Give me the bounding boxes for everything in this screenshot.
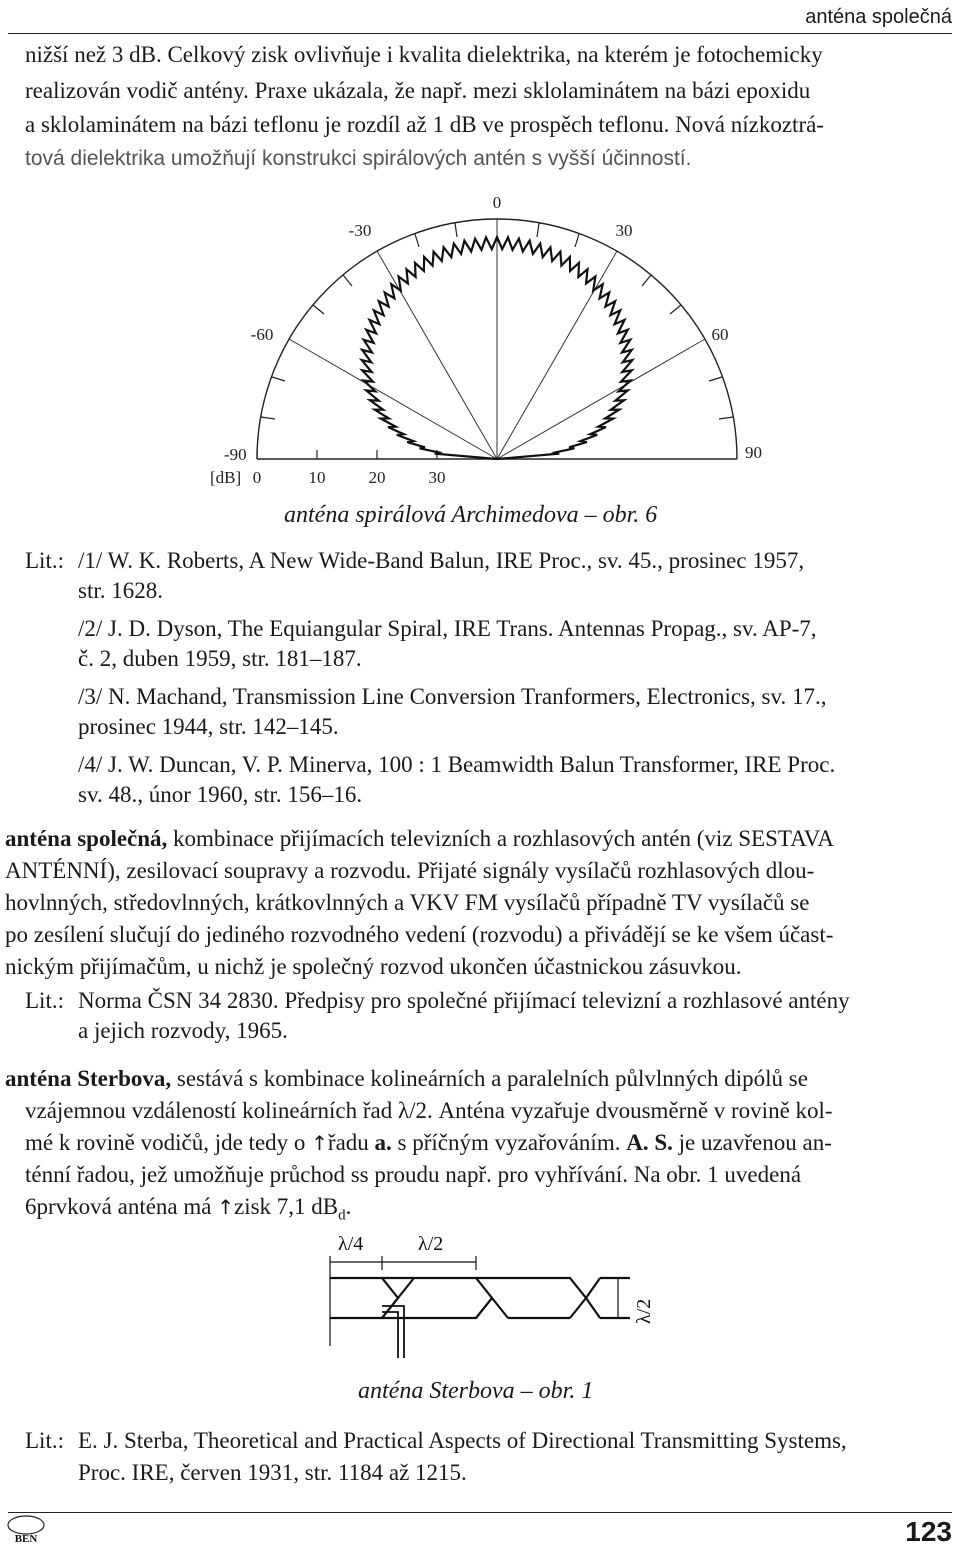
entry-text: s příčným vyzařováním. xyxy=(391,1130,627,1155)
db-tick-label: 20 xyxy=(368,468,386,487)
db-tick-label: 30 xyxy=(428,468,446,487)
angle-label-30: 30 xyxy=(615,221,633,240)
lit-item: /1/ W. K. Roberts, A New Wide-Band Balun, IRE Proc., sv. 45., prosinec 1957, xyxy=(78,548,805,573)
entry-line: vzájemnou vzdáleností kolineárních řad λ/2. Anténa vyzařuje dvousměrně v rovině kol- xyxy=(25,1098,833,1123)
db-ticks xyxy=(257,450,437,459)
entry-line xyxy=(25,1130,832,1156)
angle-label-90: 90 xyxy=(745,443,762,462)
entry-subscript: d xyxy=(338,1207,346,1224)
lit-label: Lit.: xyxy=(25,1428,64,1453)
entry-text: kombinace přijímacích televizních a rozhlasových antén (viz SESTAVA xyxy=(167,826,834,851)
lit-item: a jejich rozvody, 1965. xyxy=(78,1018,288,1043)
lit-item: /4/ J. W. Duncan, V. P. Minerva, 100 : 1 Beamwidth Balun Transformer, IRE Proc. xyxy=(78,752,836,777)
footer-rule xyxy=(8,1512,952,1513)
intro-line: realizován vodič antény. Praxe ukázala, že např. mezi sklolaminátem na bázi epoxidu xyxy=(25,78,811,103)
dim-label-quarter: λ/4 xyxy=(338,1233,364,1255)
entry-text: řadu xyxy=(327,1130,375,1155)
lit-item: Proc. IRE, červen 1931, str. 1184 až 1215. xyxy=(78,1460,467,1485)
lit-item: /2/ J. D. Dyson, The Equiangular Spiral, IRE Trans. Antennas Propag., sv. AP-7, xyxy=(78,616,817,641)
lit-item: sv. 48., únor 1960, str. 156–16. xyxy=(78,782,363,807)
arrow-up-icon: ↑ xyxy=(217,1195,234,1219)
angle-label-minus30: -30 xyxy=(348,221,372,240)
angle-label-0: 0 xyxy=(492,193,502,212)
entry-line xyxy=(5,1066,808,1092)
angle-label-minus90: -90 xyxy=(224,445,247,464)
lit-label: Lit.: xyxy=(25,548,64,573)
entry-line: nickým přijímačům, u nichž je společný rozvod ukončen účastnickou zásuvkou. xyxy=(5,954,742,979)
figure2-caption: anténa Sterbova – obr. 1 xyxy=(358,1378,594,1404)
page-number: 123 xyxy=(905,1516,952,1547)
entry-text: zisk 7,1 dB xyxy=(234,1194,339,1219)
logo-text: BEN xyxy=(14,1533,38,1544)
polar-pattern-figure xyxy=(200,188,800,488)
entry-text: . xyxy=(345,1194,352,1219)
entry-text: a. xyxy=(374,1130,392,1155)
lit-item: E. J. Sterba, Theoretical and Practical Aspects of Directional Transmitting Systems, xyxy=(78,1428,847,1453)
db-axis-label: [dB] xyxy=(210,468,242,487)
db-tick-label: 0 xyxy=(252,468,262,487)
entry-line xyxy=(25,1194,351,1229)
sterba-antenna-figure xyxy=(300,1228,680,1368)
entry-line: hovlnných, středovlnných, krátkovlnných a VKV FM vysílačů případně TV vysílačů se xyxy=(5,890,810,915)
entry-text: A. S. xyxy=(626,1130,673,1155)
angle-label-60: 60 xyxy=(711,325,729,344)
running-header: anténa společná xyxy=(805,6,952,28)
intro-line: nižší než 3 dB. Celkový zisk ovlivňuje i kvalita dielektrika, na kterém je fotochemicky xyxy=(25,42,823,67)
arrow-up-icon: ↑ xyxy=(311,1131,328,1155)
lit-item: Norma ČSN 34 2830. Předpisy pro společné přijímací televizní a rozhlasové antény xyxy=(78,988,850,1013)
entry-text: sestává s kombinace kolineárních a paralelních půlvlnných dipólů se xyxy=(171,1066,808,1091)
entry-term: anténa Sterbova, xyxy=(5,1066,172,1091)
entry-line xyxy=(5,826,834,852)
entry-text: 6prvková anténa má xyxy=(25,1194,218,1219)
lit-item: str. 1628. xyxy=(78,578,163,603)
lit-item: prosinec 1944, str. 142–145. xyxy=(78,714,339,739)
publisher-logo xyxy=(4,1514,48,1544)
entry-line: po zesílení slučují do jediného rozvodného vedení (rozvodu) a přivádějí se ke všem účast- xyxy=(5,922,834,947)
radial-lines xyxy=(289,219,705,459)
dim-label-vertical: λ/2 xyxy=(633,1298,655,1324)
entry-line: ANTÉNNÍ), zesilovací soupravy a rozvodu. Přijaté signály vysílačů rozhlasových dlou- xyxy=(5,858,815,883)
entry-term: anténa společná, xyxy=(5,826,168,851)
lit-label: Lit.: xyxy=(25,988,64,1013)
entry-text: mé k rovině vodičů, jde tedy o xyxy=(25,1130,312,1155)
lit-item: /3/ N. Machand, Transmission Line Conversion Tranformers, Electronics, sv. 17., xyxy=(78,684,827,709)
intro-line: tová dielektrika umožňují konstrukci spirálových antén s vyšší účinností. xyxy=(25,147,692,170)
entry-line: ténní řadou, jež umožňuje průchod ss proudu např. pro vyhřívání. Na obr. 1 uvedená xyxy=(25,1162,802,1187)
header-rule xyxy=(8,33,952,34)
angle-label-minus60: -60 xyxy=(250,325,274,344)
lit-item: č. 2, duben 1959, str. 181–187. xyxy=(78,646,362,671)
entry-text: je uzavřenou an- xyxy=(672,1130,832,1155)
dim-label-half: λ/2 xyxy=(418,1233,444,1255)
figure1-caption: anténa spirálová Archimedova – obr. 6 xyxy=(284,502,658,528)
db-tick-label: 10 xyxy=(308,468,326,487)
intro-line: a sklolaminátem na bázi teflonu je rozdíl až 1 dB ve prospěch teflonu. Nová nízkoztrá- xyxy=(25,112,824,137)
